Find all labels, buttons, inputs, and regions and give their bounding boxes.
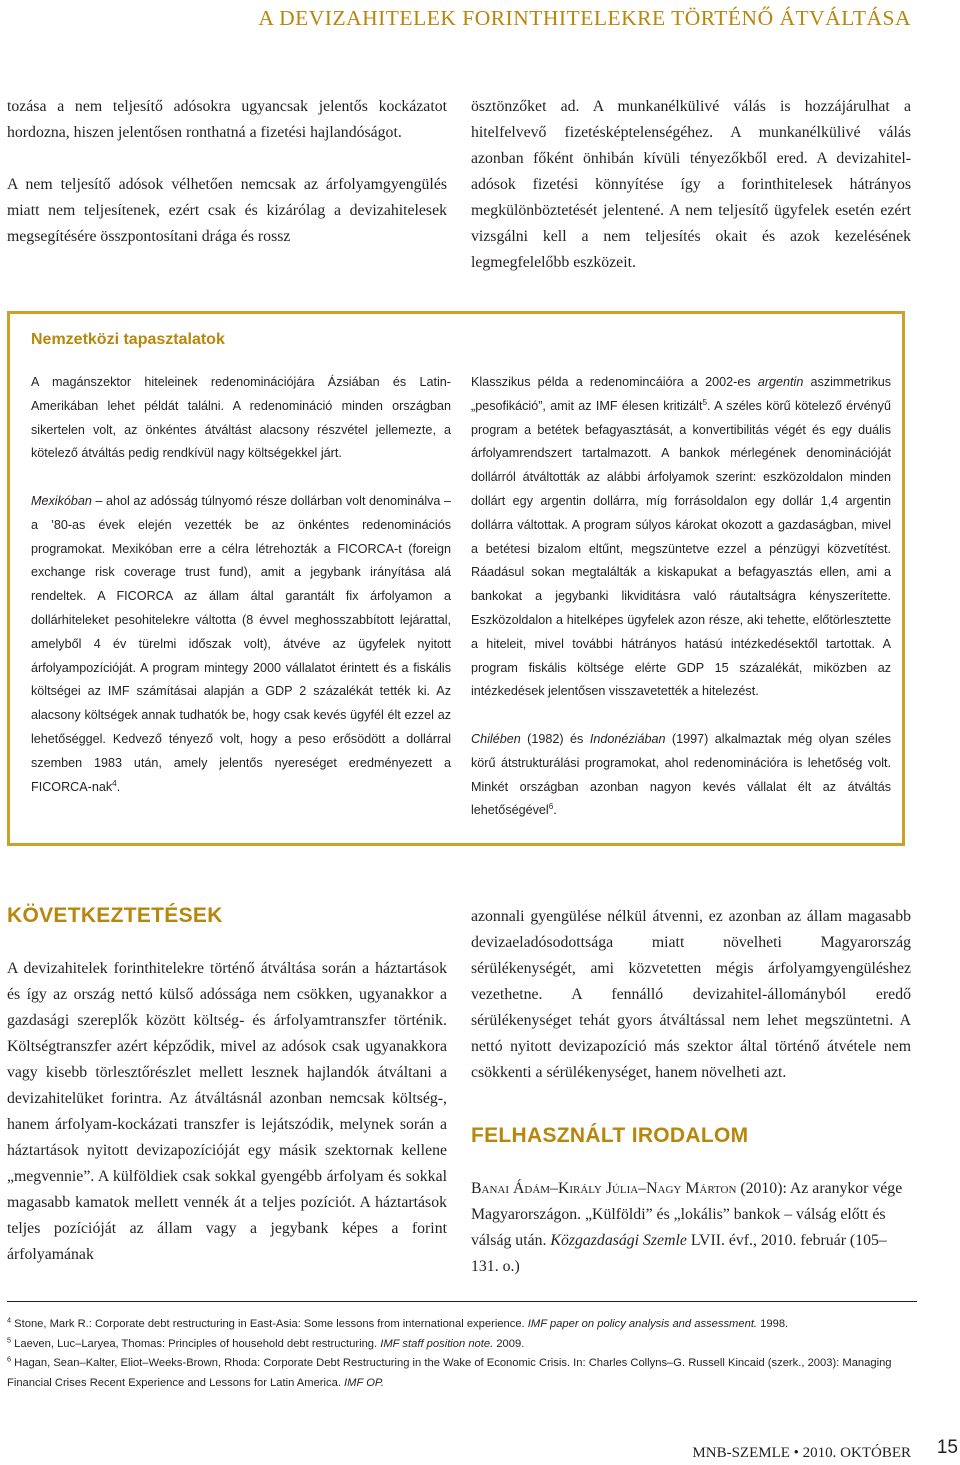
box-title: Nemzetközi tapasztalatok (31, 331, 225, 348)
text: . (116, 779, 121, 794)
box-right-column (471, 371, 891, 823)
references-heading: FELHASZNÁLT IRODALOM (471, 1124, 749, 1147)
footnote-item (7, 1315, 917, 1335)
footnote-ref[interactable]: 6 (548, 802, 554, 812)
italic-country: Chilében (471, 731, 521, 746)
text: . A széles körű kötelező érvényű program a betétek befagyasztását, a konvertibilitás végét és egy duális árfolyamrendszert tartalmazott. A bankok mérlegének denominációját dollárról átváltották az alábbi árfolyamok szerint: eszközoldalon minden dollárt egy argentin dollárra, míg forrásoldalon egy dollár 1,4 argentin dollárra váltottak. A program súlyos károkat okozott a gazdaságban, mivel a betétesi bizalom eltűnt, megszüntetve ezzel a pénzügyi közvetítést. Ráadásul sokan megtalálták a kiskapukat a befagyasztás ellen, ami a bankokat a jegybanki likviditásra való ráutaltságra kényszerítette. Eszközoldalon a hitelképes ügyfelek azon része, aki tehette, előtörlesztette a hiteleit, mivel további hátrányos hatású intézkedésektől tartottak. A program fiskális költsége elérte GDP 15 százalékát, miközben az intézkedések jelentősen visszavetették a hitelezést. (471, 398, 891, 699)
paragraph: A devizahitelek forinthitelekre történő átváltása során a háztartások és így az ország nettó külső adóssága nem csökken, ugyanakkor a gazdasági szereplők között költség- és árfolyamtranszfer történik. Költségtranszfer azért képződik, mivel az adósok csak ugyanakkora vagy kisebb törlesztőrészlet mellett lesznek hajlandók átváltani a devizahitelüket forintra. Az átváltásnál azonban nemcsak költség-, hanem árfolyam-kockázati transzfer is lejátszódik, melynek során a háztartások nyitott devizapozícióját egy másik szektornak kellene „megvennie”. A külföldiek csak sokkal gyengébb árfolyam és sokkal magasabb kamatok mellett vennék át a teljes pozíciót. A háztartások teljes pozícióját az állam vagy a jegybank képes a forint árfolyamának (7, 960, 447, 1263)
footnote-item (7, 1335, 917, 1355)
reference-authors: Banai Ádám–Király Júlia–Nagy Márton (471, 1180, 737, 1197)
footnote-item (7, 1354, 917, 1393)
running-head: A DEVIZAHITELEK FORINTHITELEKRE TÖRTÉNŐ ÁTVÁLTÁSA (258, 6, 911, 30)
footnote-number: 6 (7, 1354, 12, 1364)
paragraph: A nem teljesítő adósok vélhetően nemcsak az árfolyamgyengülés miatt nem teljesítenek, ezért csak és kizárólag a devizahitelesek megsegítésére összpontosítani drága és rossz (7, 176, 447, 245)
italic-country: Indonéziában (589, 731, 666, 746)
text: . (553, 803, 557, 818)
footnote-number: 4 (7, 1315, 12, 1325)
conclusions-heading: KÖVETKEZTETÉSEK (7, 904, 223, 927)
paragraph: tozása a nem teljesítő adósokra ugyancsak jelentős kockázatot hordozna, hiszen jelentősen ronthatná a fizetési hajlandóságot. (7, 98, 447, 141)
text: – ahol az adósság túlnyomó része dollárban volt denominálva – a ’80-as évek elején vezették be az önkéntes redenominációs programokat. Mexikóban erre a célra létrehozták a FICORCA-t (foreign exchange risk coverage trust fund), amit a jegybank irányítása alá rendeltek. A FICORCA az állam által garantált fix árfolyamon a dollárhiteleket pesohitelekre váltotta (8 évvel meghosszabbított lejárattal, amelyből 4 év türelmi időszak volt), átvéve az ügyfelek nyitott árfolyampozícióját. A program mintegy 2000 vállalatot érintett és a fiskális költségei az IMF számításai alapján a GDP 2 százalékát tették ki. Az alacsony költségek annak tudhatók be, hogy csak kevés ügyfél élt ezzel az lehetőséggel. Kedvező tényező volt, hogy a peso erősödött a dollárral szemben 1983 után, amely jelentős nyereséget eredményezett a FICORCA-nak (31, 493, 451, 794)
box-left-column (31, 371, 451, 799)
paragraph: azonnali gyengülése nélkül átvenni, ez azonban az állam magasabb devizaeladósodottsága miatt növelheti Magyarország sérülékenységét, ami közvetetten mégis árfolyamgyengüléshez vezethetne. A fennálló devizahitel-állományból eredő sérülékenységet tehát gyors átváltással nem lehet megszüntetni. A nettó nyitott devizapozíció más szektor által történő átvétele nem csökkenti a sérülékenységet, hanem növelheti azt. (471, 908, 911, 1081)
top-right-column (471, 94, 911, 276)
footnote-ref[interactable]: 4 (112, 778, 117, 788)
text: LVII. évf., 2010. február (105–131. o.) (471, 1232, 887, 1275)
text: Laeven, Luc–Laryea, Thomas: Principles of household debt restructuring. (11, 1337, 381, 1350)
paragraph (471, 728, 891, 823)
paragraph: ösztönzőket ad. A munkanélkülivé válás is hozzájárulhat a hitelfelvevő fizetésképtelenségéhez. A munkanélkülivé válás azonban főként önhibán kívüli tényezőkből ered. A devizahitel-adósok fizetési könnyítése így a forinthitelesek hátrányos megkülönböztetését jelentené. A nem teljesítő ügyfelek esetén ezért vizsgálni kell a nem teljesítés okait és azok kezelésének legmegfelelőbb eszközeit. (471, 98, 911, 271)
reference-journal: Közgazdasági Szemle (550, 1232, 687, 1249)
footnotes (7, 1301, 917, 1393)
text-italic: IMF staff position note. (380, 1337, 494, 1350)
references-list (471, 1176, 911, 1280)
conclusions-right-column (471, 904, 911, 1086)
paragraph (31, 490, 451, 799)
top-left-column (7, 94, 447, 250)
text: (1997) alkalmaztak még olyan széles körű átstrukturálási programokat, ahol redenominációra is lehetőség volt. Minkét országban azonban nagyon kevés vállalat élt az átváltás lehetőségével (471, 731, 891, 818)
text: 2009. (493, 1337, 525, 1350)
text: aszimmetrikus „pesofikáció”, amit az IMF élesen kritizált (471, 375, 892, 413)
international-experience-box (7, 311, 905, 846)
italic-country: Mexikóban (31, 493, 92, 508)
text-italic: IMF paper on policy analysis and assessment. (527, 1318, 758, 1330)
paragraph: A magánszektor hiteleinek redenominációjára Ázsiában és Latin-Amerikában lehet példát találni. A redenomináció minden országban sikertelen volt, az önkéntes átváltást alacsony részvétel jellemezte, a kötelező átváltás pedig rendkívül nagy költségekkel járt. (31, 375, 451, 461)
footnote-ref[interactable]: 5 (702, 397, 708, 407)
paragraph (471, 371, 891, 704)
conclusions-left-column (7, 956, 447, 1268)
text: 1998. (757, 1318, 789, 1330)
journal-footer: MNB-SZEMLE • 2010. OKTÓBER (692, 1445, 911, 1461)
text: Hagan, Sean–Kalter, Eliot–Weeks-Brown, Rhoda: Corporate Debt Restructuring in the Wake of Economic Crisis. In: Charles Collyns–G. Russell Kincaid (szerk., 2003): Managing Financial Crises Recent Experience and Lessons for Latin America. (7, 1357, 892, 1389)
page-number: 15 (936, 1437, 958, 1458)
reference-item (471, 1176, 911, 1280)
text-italic: IMF OP. (344, 1376, 385, 1389)
text: (2010): Az aranykor vége Magyarországon. „Külföldi” és „lokális” bankok – válság előtt és válság után. (471, 1180, 903, 1249)
italic-country: argentin (757, 375, 804, 389)
footnote-number: 5 (7, 1334, 12, 1344)
text: Klasszikus példa a redenomincáióra a 2002-es (471, 375, 758, 389)
text: Stone, Mark R.: Corporate debt restructuring in East-Asia: Some lessons from international experience. (11, 1318, 528, 1330)
text: (1982) és (520, 731, 590, 746)
